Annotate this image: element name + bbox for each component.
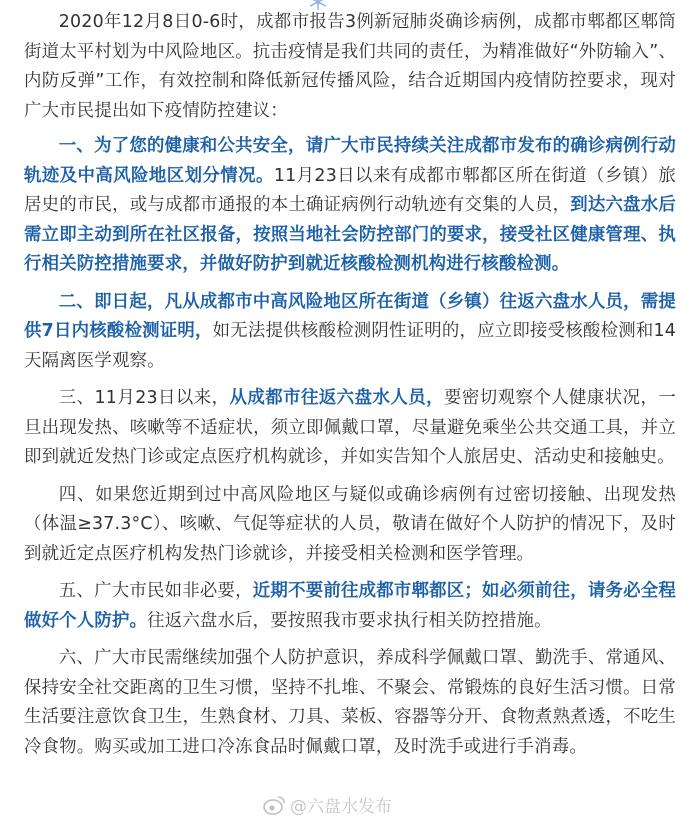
weibo-logo-icon: [262, 794, 286, 816]
epidemic-prevention-notice: [24, 8, 676, 770]
body-text: 要密切观察个人健康状况，一旦出现发热、咳嗽等不适症状，须立即佩戴口罩，尽量避免乘坐公共交通工具，并立即到就近发热门诊或定点医疗机构就诊，并如实告知个人旅居史、活动史和接触史。: [24, 388, 677, 467]
body-text: 往返六盘水后，要按照我市要求执行相关防控措施。: [147, 610, 552, 631]
body-text: 2020年12月8日0-6时，成都市报告3例新冠肺炎确诊病例，成都市郫都区郫筒街道太平村划为中风险地区。抗击疫情是我们共同的责任，为精准做好“外防输入”、内防反弹”工作，有效控制和降低新冠传播风险，结合近期国内疫情防控要求，现对广大市民提出如下疫情防控建议：: [24, 12, 676, 121]
paragraph-2: [24, 132, 676, 280]
paragraph-3: [24, 288, 676, 377]
body-text: 六、广大市民需继续加强个人防护意识，养成科学佩戴口罩、勤洗手、常通风、保持安全社交距离的卫生习惯，坚持不扎堆、不聚会、常锻炼的良好生活习惯。日常生活要注意饮食卫生，生熟食材、刀具、菜板、容器等分开、食物煮熟煮透，不吃生冷食物。购买或加工进口冷冻食品时佩戴口罩，及时洗手或进行手消毒。: [24, 648, 676, 757]
paragraph-5: [24, 481, 676, 570]
paragraph-4: [24, 384, 676, 473]
watermark: [262, 792, 392, 817]
body-text: 如无法提供核酸检测阴性证明的，应立即接受核酸检测和14天隔离医学观察。: [24, 321, 676, 371]
body-text: 四、如果您近期到过中高风险地区与疑似或确诊病例有过密切接触、出现发热（体温≥37.3°C）、咳嗽、气促等症状的人员，敬请在做好个人防护的情况下，及时到就近定点医疗机构发热门诊就诊，并接受相关检测和医学管理。: [24, 484, 676, 564]
highlighted-text: 近期不要前往成都市郫都区；如必须前往，请务必全程做好个人防护。: [24, 581, 676, 631]
watermark-text: @六盘水发布: [290, 797, 392, 817]
highlighted-text: 一、为了您的健康和公共安全，请广大市民持续关注成都市发布的确诊病例行动轨迹及中高风险地区划分情况。: [24, 136, 676, 186]
highlighted-text: 二、即日起，凡从成都市中高风险地区所在街道（乡镇）往返六盘水人员，需提供7日内核酸检测证明，: [24, 291, 676, 341]
highlighted-text: 到达六盘水后需立即主动到所在社区报备，按照当地社会防控部门的要求，接受社区健康管理、执行相关防控措施要求，并做好防护到就近核酸检测机构进行核酸检测。: [24, 195, 676, 274]
body-text: 三、11月23日以来，: [58, 388, 230, 408]
paragraph-6: [24, 577, 676, 636]
body-text: 11月23日以来有成都市郫都区所在街道（乡镇）旅居史的市民，或与成都市通报的本土确证病例行动轨迹有交集的人员，: [24, 165, 676, 215]
paragraph-1: [24, 8, 676, 126]
paragraph-7: [24, 644, 676, 762]
body-text: 五、广大市民如非必要，: [58, 581, 253, 601]
highlighted-text: 从成都市往返六盘水人员，: [229, 388, 444, 408]
